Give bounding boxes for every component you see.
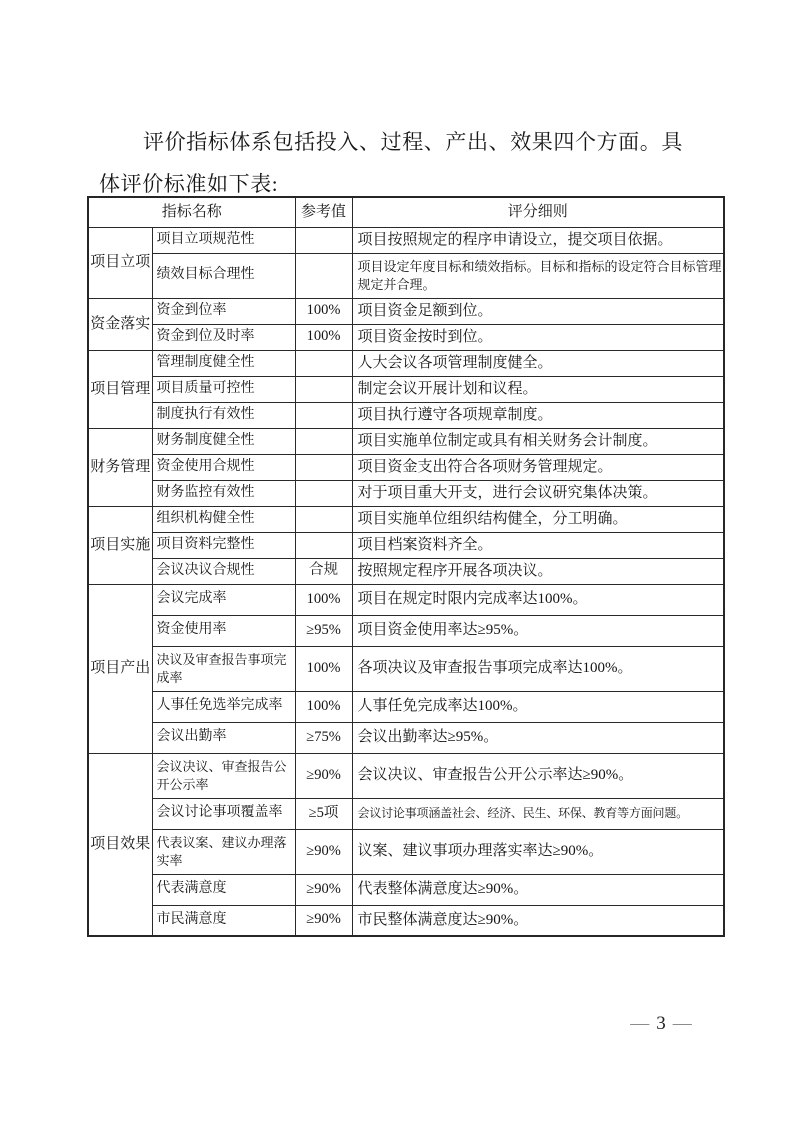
indicator-cell: 组织机构健全性: [152, 506, 295, 532]
indicator-cell: 绩效目标合理性: [152, 253, 295, 298]
table-row: [88, 584, 724, 615]
detail-cell: 项目档案资料齐全。: [352, 532, 724, 558]
indicator-cell: 会议决议合规性: [152, 558, 295, 584]
ref-cell: ≥90%: [295, 829, 352, 874]
indicator-cell: 项目立项规范性: [152, 227, 295, 253]
group-cell: 项目实施: [88, 506, 152, 584]
table-row: [88, 558, 724, 584]
table-row: [88, 428, 724, 454]
table-row: [88, 753, 724, 798]
indicator-cell: 资金使用合规性: [152, 454, 295, 480]
indicator-cell: 项目质量可控性: [152, 376, 295, 402]
detail-cell: 项目实施单位制定或具有相关财务会计制度。: [352, 428, 724, 454]
detail-cell: 项目按照规定的程序申请设立，提交项目依据。: [352, 227, 724, 253]
detail-cell: 项目设定年度目标和绩效指标。目标和指标的设定符合目标管理规定并合理。: [352, 253, 724, 298]
table-row: [88, 376, 724, 402]
group-cell: 资金落实: [88, 298, 152, 350]
ref-cell: [295, 506, 352, 532]
detail-cell: 按照规定程序开展各项决议。: [352, 558, 724, 584]
header-scoring-detail: 评分细则: [352, 197, 724, 227]
ref-cell: [295, 454, 352, 480]
table-row: [88, 905, 724, 936]
detail-cell: 会议决议、审查报告公开公示率达≥90%。: [352, 753, 724, 798]
ref-cell: [295, 480, 352, 506]
detail-cell: 项目执行遵守各项规章制度。: [352, 402, 724, 428]
table-row: [88, 350, 724, 376]
table-row: [88, 298, 724, 324]
detail-cell: 市民整体满意度达≥90%。: [352, 905, 724, 936]
ref-cell: 合规: [295, 558, 352, 584]
indicator-cell: 资金到位及时率: [152, 324, 295, 350]
detail-cell: 项目资金足额到位。: [352, 298, 724, 324]
group-cell: 项目管理: [88, 350, 152, 428]
ref-cell: [295, 253, 352, 298]
detail-cell: 项目资金支出符合各项财务管理规定。: [352, 454, 724, 480]
detail-cell: 对于项目重大开支，进行会议研究集体决策。: [352, 480, 724, 506]
ref-cell: 100%: [295, 691, 352, 722]
page-number: [601, 1013, 721, 1035]
ref-cell: [295, 227, 352, 253]
table-row: [88, 829, 724, 874]
ref-cell: 100%: [295, 324, 352, 350]
ref-cell: [295, 402, 352, 428]
indicator-cell: 资金到位率: [152, 298, 295, 324]
indicator-cell: 资金使用率: [152, 615, 295, 646]
group-cell: 财务管理: [88, 428, 152, 506]
indicator-cell: 财务制度健全性: [152, 428, 295, 454]
table-header-row: [88, 197, 724, 227]
ref-cell: ≥95%: [295, 615, 352, 646]
indicator-cell: 决议及审查报告事项完成率: [152, 646, 295, 691]
indicator-cell: 市民满意度: [152, 905, 295, 936]
indicator-cell: 项目资料完整性: [152, 532, 295, 558]
ref-cell: ≥90%: [295, 874, 352, 905]
table-row: [88, 227, 724, 253]
table-row: [88, 798, 724, 829]
ref-cell: ≥5项: [295, 798, 352, 829]
detail-cell: 项目资金使用率达≥95%。: [352, 615, 724, 646]
group-cell: 项目效果: [88, 753, 152, 936]
detail-cell: 人事任免完成率达100%。: [352, 691, 724, 722]
ref-cell: [295, 376, 352, 402]
indicator-cell: 会议出勤率: [152, 722, 295, 753]
table-row: [88, 532, 724, 558]
ref-cell: [295, 428, 352, 454]
ref-cell: [295, 350, 352, 376]
table-row: [88, 402, 724, 428]
ref-cell: 100%: [295, 646, 352, 691]
header-reference-value: 参考值: [295, 197, 352, 227]
evaluation-indicators-table: [87, 196, 725, 937]
indicator-cell: 会议决议、审查报告公开公示率: [152, 753, 295, 798]
table-row: [88, 324, 724, 350]
indicator-cell: 代表满意度: [152, 874, 295, 905]
header-indicator-name: 指标名称: [88, 197, 295, 227]
ref-cell: [295, 532, 352, 558]
detail-cell: 制定会议开展计划和议程。: [352, 376, 724, 402]
table-row: [88, 506, 724, 532]
ref-cell: 100%: [295, 298, 352, 324]
detail-cell: 项目实施单位组织结构健全，分工明确。: [352, 506, 724, 532]
detail-cell: 议案、建议事项办理落实率达≥90%。: [352, 829, 724, 874]
detail-cell: 代表整体满意度达≥90%。: [352, 874, 724, 905]
intro-line-2: 体评价标准如下表:: [99, 172, 279, 196]
indicator-cell: 会议讨论事项覆盖率: [152, 798, 295, 829]
page-number-dash-left: —: [630, 1013, 650, 1034]
indicator-cell: 管理制度健全性: [152, 350, 295, 376]
table-row: [88, 253, 724, 298]
table-row: [88, 480, 724, 506]
table-row: [88, 454, 724, 480]
table-row: [88, 646, 724, 691]
detail-cell: 项目资金按时到位。: [352, 324, 724, 350]
intro-line-1: 评价指标体系包括投入、过程、产出、效果四个方面。具: [143, 130, 683, 154]
ref-cell: 100%: [295, 584, 352, 615]
detail-cell: 项目在规定时限内完成率达100%。: [352, 584, 724, 615]
table-row: [88, 615, 724, 646]
ref-cell: ≥90%: [295, 905, 352, 936]
indicator-cell: 制度执行有效性: [152, 402, 295, 428]
group-cell: 项目立项: [88, 227, 152, 298]
detail-cell: 各项决议及审查报告事项完成率达100%。: [352, 646, 724, 691]
detail-cell: 会议出勤率达≥95%。: [352, 722, 724, 753]
table-row: [88, 874, 724, 905]
indicator-cell: 代表议案、建议办理落实率: [152, 829, 295, 874]
indicator-cell: 人事任免选举完成率: [152, 691, 295, 722]
detail-cell: 会议讨论事项涵盖社会、经济、民生、环保、教育等方面问题。: [352, 798, 724, 829]
table-row: [88, 722, 724, 753]
detail-cell: 人大会议各项管理制度健全。: [352, 350, 724, 376]
indicator-cell: 财务监控有效性: [152, 480, 295, 506]
page-number-value: 3: [656, 1013, 666, 1034]
ref-cell: ≥90%: [295, 753, 352, 798]
indicator-cell: 会议完成率: [152, 584, 295, 615]
intro-paragraph: [99, 121, 739, 205]
group-cell: 项目产出: [88, 584, 152, 753]
table-row: [88, 691, 724, 722]
ref-cell: ≥75%: [295, 722, 352, 753]
page-number-dash-right: —: [672, 1013, 692, 1034]
